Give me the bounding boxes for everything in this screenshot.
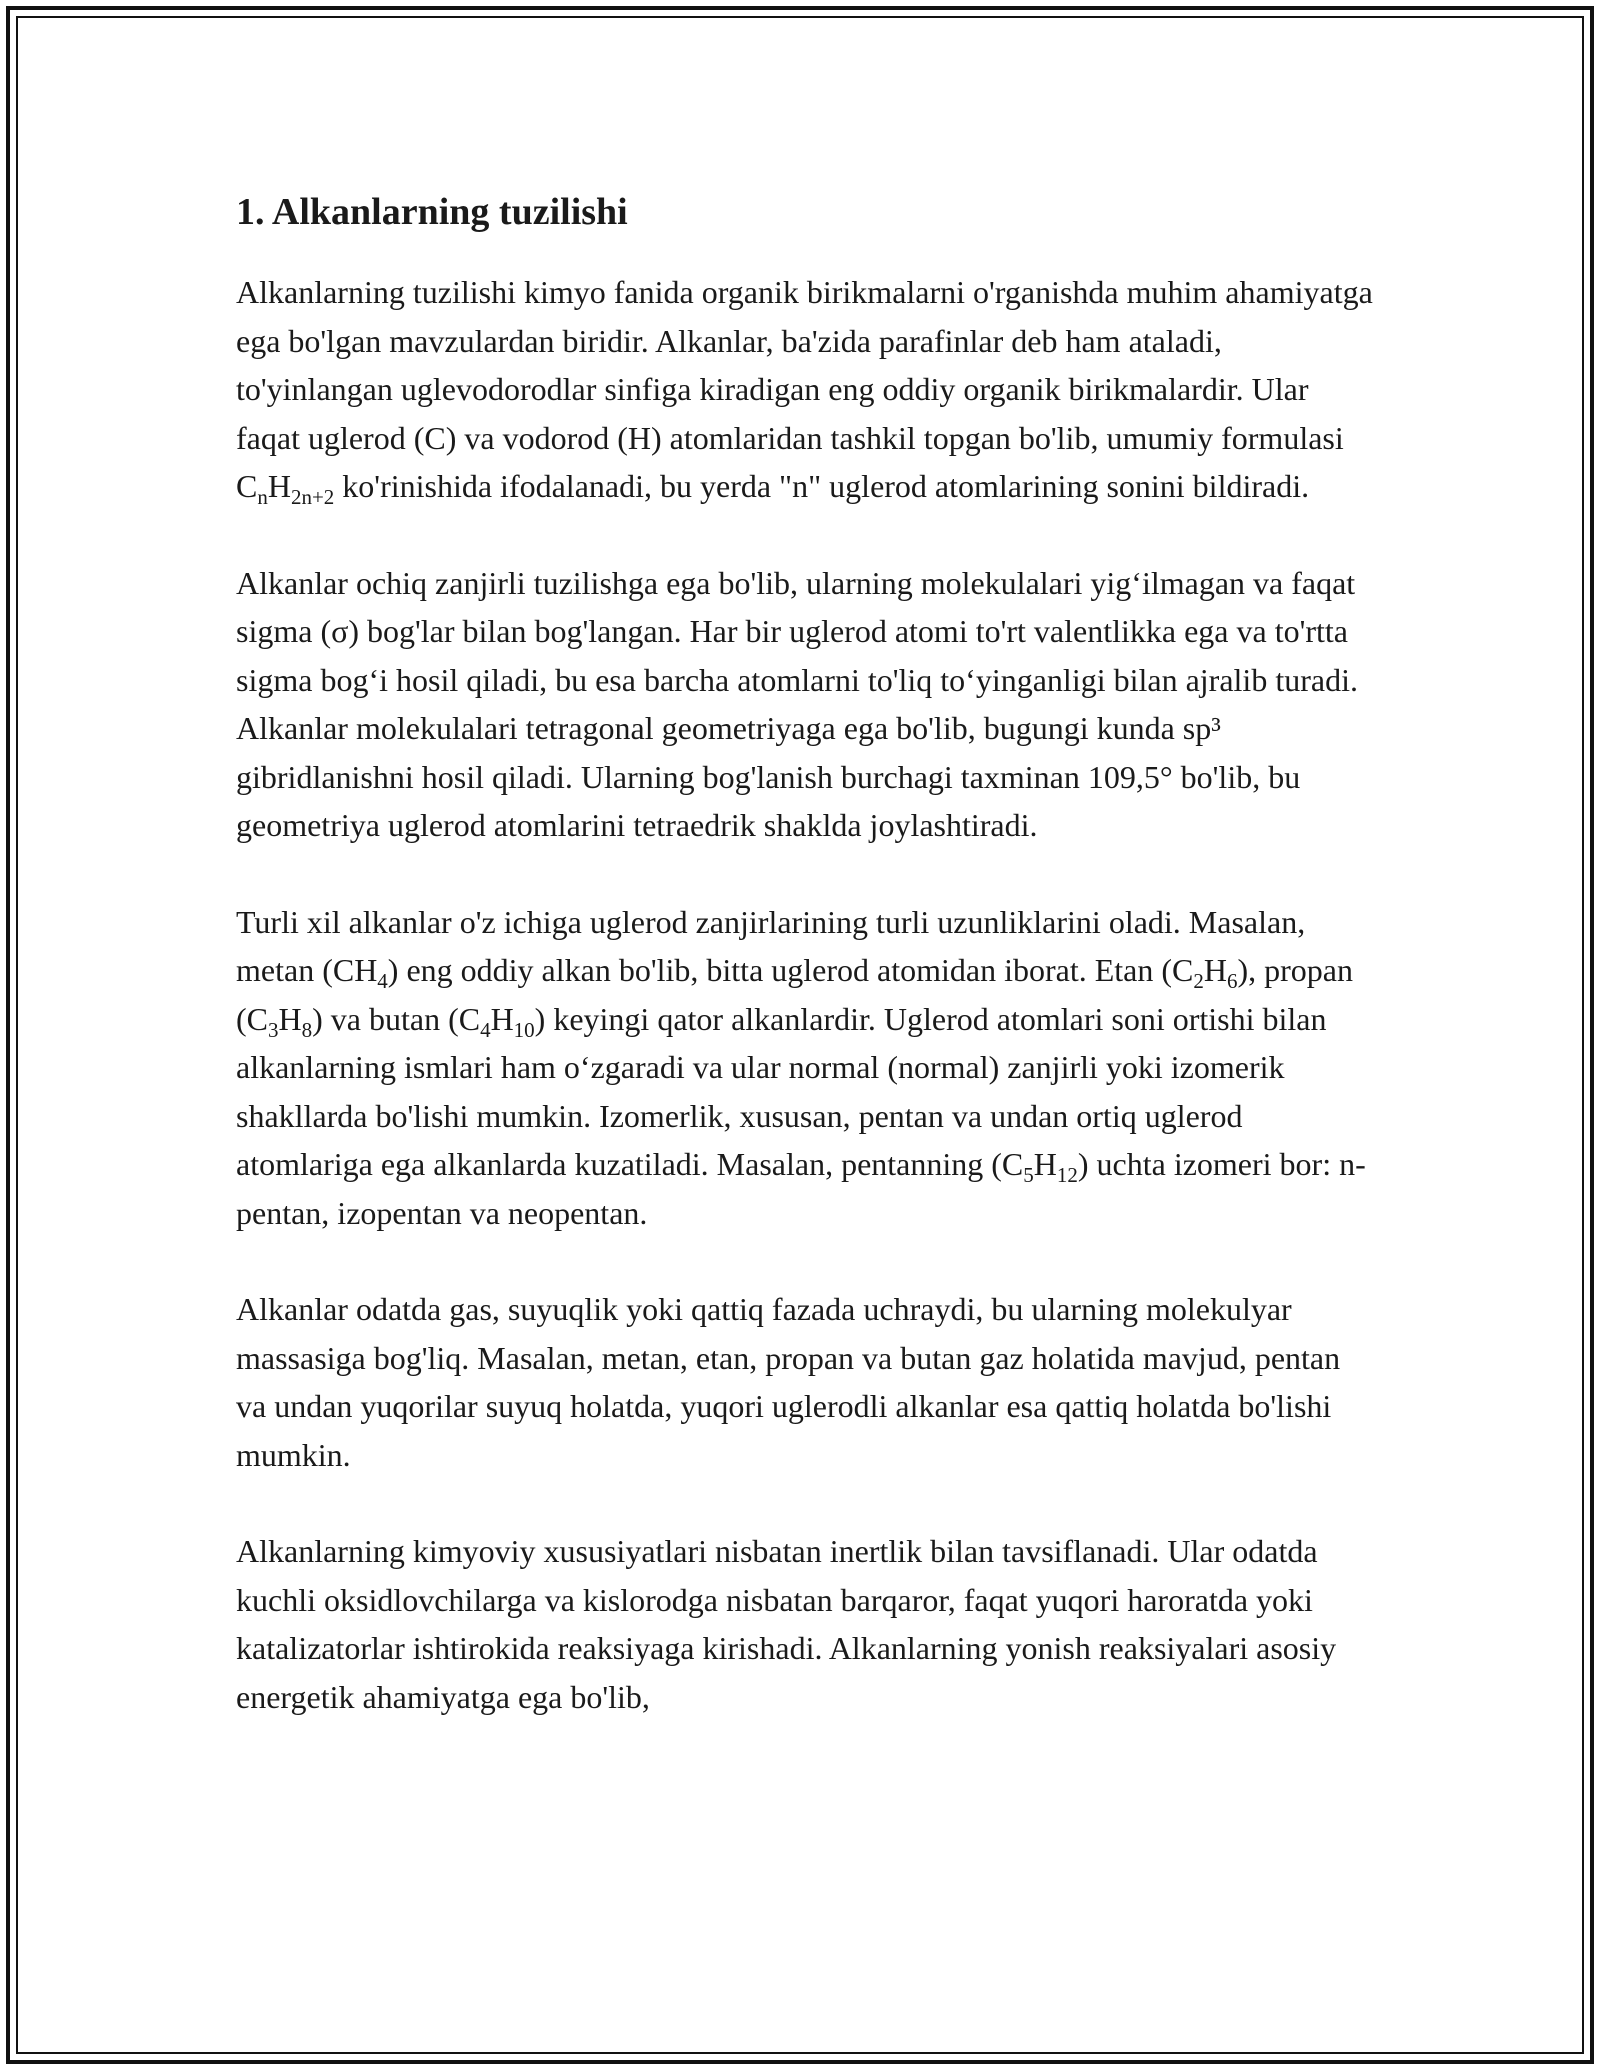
- paragraph-3: Turli xil alkanlar o'z ichiga uglerod zanjirlarining turli uzunliklarini oladi. Masalan, metan $(CH_4)$ eng oddiy alkan bo'lib, bitta uglerod atomidan iborat. Etan $(C_2H_6)$, propan $(C_3H_8)$ va butan $(C_4H_{10})$ keyingi qator alkanlardir. Uglerod atomlari soni ortishi bilan alkanlarning ismlari ham o‘zgaradi va ular normal (normal) zanjirli yoki izomerik shakllarda bo'lishi mumkin. Izomerlik, xususan, pentan va undan ortiq uglerod atomlariga ega alkanlarda kuzatiladi. Masalan, pentanning $(C_5H_{12})$ uchta izomeri bor: n-pentan, izopentan va neopentan.: [236, 903, 1366, 1231]
- paragraph-1: Alkanlarning tuzilishi kimyo fanida organik birikmalarni o'rganishda muhim ahamiyatga ega bo'lgan mavzulardan biridir. Alkanlar, ba'zida parafinlar deb ham ataladi, to'yinlangan uglevodorodlar sinfiga kiradigan eng oddiy organik birikmalardir. Ular faqat uglerod (C) va vodorod (H) atomlaridan tashkil topgan bo'lib, umumiy formulasi $C_nH_{2n+2}$ ko'rinishida ifodalanadi, bu yerda "n" uglerod atomlarining sonini bildiradi.: [236, 274, 1373, 509]
- paragraph-2: Alkanlar ochiq zanjirli tuzilishga ega bo'lib, ularning molekulalari yig‘ilmagan va faqat sigma (σ) bog'lar bilan bog'langan. Har bir uglerod atomi to'rt valentlikka ega va to'rtta sigma bog‘i hosil qiladi, bu esa barcha atomlarni to'liq to‘yinganligi bilan ajralib turadi. Alkanlar molekulalari tetragonal geometriyaga ega bo'lib, bugungi kunda sp³ gibridlanishni hosil qiladi. Ularning bog'lanish burchagi taxminan 109,5° bo'lib, bu geometriya uglerod atomlarini tetraedrik shaklda joylashtiradi.: [236, 564, 1358, 843]
- paragraph-5: Alkanlarning kimyoviy xususiyatlari nisbatan inertlik bilan tavsiflanadi. Ular odatda kuchli oksidlovchilarga va kislorodga nisbatan barqaror, faqat yuqori haroratda yoki katalizatorlar ishtirokida reaksiyaga kirishadi. Alkanlarning yonish reaksiyalari asosiy energetik ahamiyatga ega bo'lib,: [236, 1533, 1337, 1715]
- section-title: 1. Alkanlarning tuzilishi: [236, 191, 628, 233]
- document-body: [236, 188, 1376, 1769]
- paragraph-4: Alkanlar odatda gas, suyuqlik yoki qattiq fazada uchraydi, bu ularning molekulyar massasiga bog'liq. Masalan, metan, etan, propan va butan gaz holatida mavjud, pentan va undan yuqorilar suyuq holatda, yuqori uglerodli alkanlar esa qattiq holatda bo'lishi mumkin.: [236, 1291, 1341, 1473]
